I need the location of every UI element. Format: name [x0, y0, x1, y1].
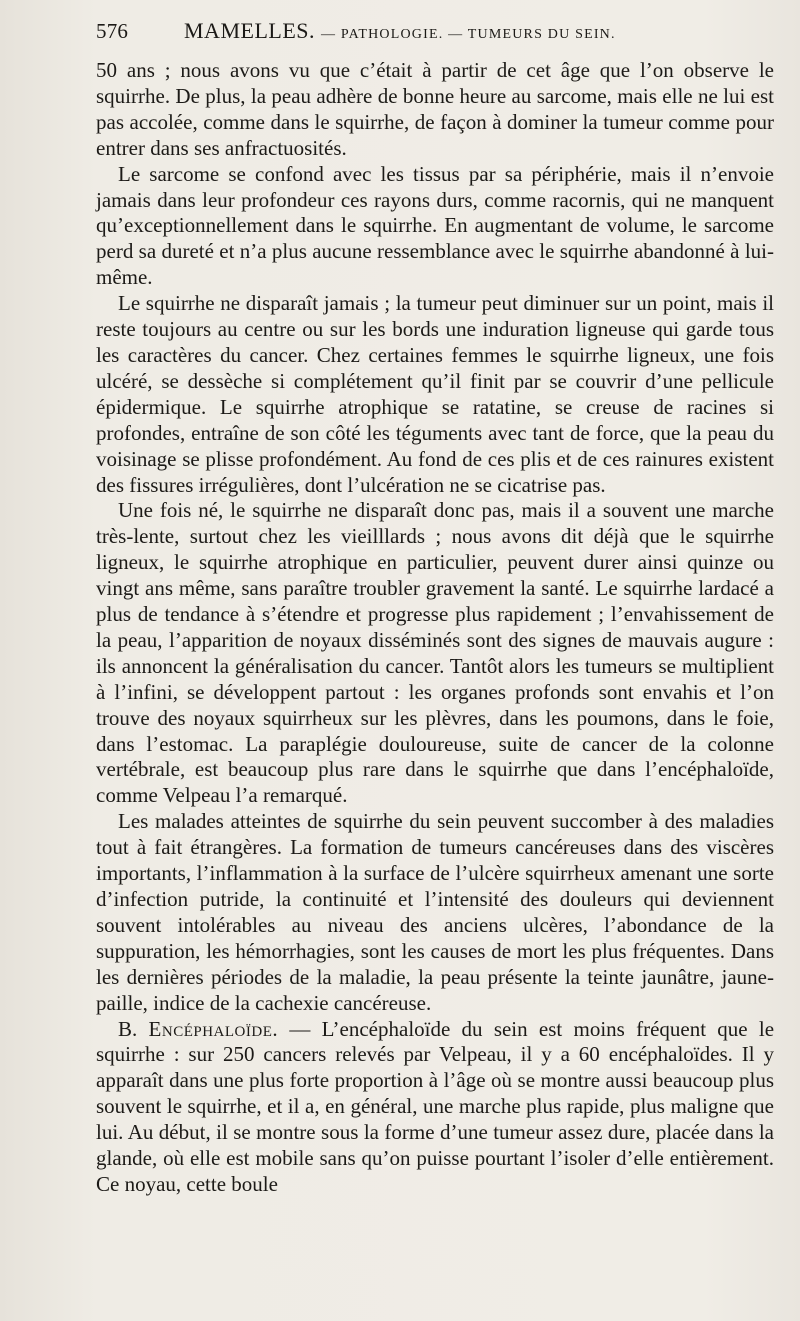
- header-subtitle: — PATHOLOGIE. — TUMEURS DU SEIN.: [321, 27, 616, 42]
- header-title: MAMELLES.: [184, 18, 315, 43]
- paragraph-3: Le squirrhe ne disparaît jamais ; la tumeur peut diminuer sur un point, mais il reste toujours au centre ou sur les bords une induration ligneuse qui garde tous les caractères du cancer. Chez certaines femmes le squirrhe ligneux, une fois ulcéré, se dessèche si complétement qu’il finit par se couvrir d’une pellicule épidermique. Le squirrhe atrophique se ratatine, se creuse de racines si profondes, entraîne de son côté les téguments avec tant de force, que la peau du voisinage se plisse profondément. Au fond de ces plis et de ces rainures existent des fissures irrégulières, dont l’ulcération ne se cicatrise pas.: [96, 291, 774, 497]
- paragraph-1: 50 ans ; nous avons vu que c’était à partir de cet âge que l’on observe le squirrhe. De plus, la peau adhère de bonne heure au sarcome, mais elle ne lui est pas accolée, comme dans le squirrhe, de façon à dominer la tumeur comme pour entrer dans ses anfractuosités.: [96, 58, 774, 160]
- section-b-dash: —: [289, 1016, 311, 1041]
- section-b-heading: Encéphaloïde.: [148, 1016, 279, 1041]
- paragraph-2: Le sarcome se confond avec les tissus par sa périphérie, mais il n’envoie jamais dans leur profondeur ces rayons durs, comme racornis, qui ne manquent qu’exceptionnellement dans le squirrhe. En augmentant de volume, le sarcome perd sa dureté et n’a plus aucune ressemblance avec le squirrhe abandonné à lui-même.: [96, 161, 774, 290]
- running-header: [96, 18, 774, 52]
- section-b-label: B.: [118, 1016, 138, 1041]
- page-number: 576: [96, 19, 129, 43]
- body-text: [96, 58, 774, 1198]
- paragraph-5: Les malades atteintes de squirrhe du sein peuvent succomber à des maladies tout à fait étrangères. La formation de tumeurs cancéreuses dans des viscères importants, l’inflammation à la surface de l’ulcère squirrheux amenant une sorte d’infection putride, la continuité et l’intensité des douleurs qui deviennent souvent intolérables au niveau des anciens ulcères, l’abondance de la suppuration, les hémorrhagies, sont les causes de mort les plus fréquentes. Dans les dernières périodes de la maladie, la peau présente la teinte jaunâtre, jaune-paille, indice de la cachexie cancéreuse.: [96, 809, 774, 1015]
- paragraph-4: Une fois né, le squirrhe ne disparaît donc pas, mais il a souvent une marche très-lente, surtout chez les vieilllards ; nous avons dit déjà que le squirrhe ligneux, le squirrhe atrophique en particulier, peuvent durer ainsi quinze ou vingt ans même, sans paraître troubler gravement la santé. Le squirrhe lardacé a plus de tendance à s’étendre et progresse plus rapidement ; l’envahissement de la peau, l’apparition de noyaux disséminés sont des signes de mauvais augure : ils annoncent la généralisation du cancer. Tantôt alors les tumeurs se multiplient à l’infini, se développent partout : les organes profonds sont envahis et l’on trouve des noyaux squirrheux sur les plèvres, dans les poumons, dans le foie, dans l’estomac. La paraplégie douloureuse, suite de cancer de la colonne vertébrale, est beaucoup plus rare dans le squirrhe que dans l’encéphaloïde, comme Velpeau l’a remarqué.: [96, 498, 774, 808]
- section-b-paragraph: [96, 1017, 774, 1198]
- section-b-text: L’encéphaloïde du sein est moins fréquent que le squirrhe : sur 250 cancers relevés par Velpeau, il y a 60 encéphaloïdes. Il y apparaît dans une plus forte proportion à l’âge où se montre aussi beaucoup plus souvent le squirrhe, et il a, en général, une marche plus rapide, plus maligne que lui. Au début, il se montre sous la forme d’une tumeur assez dure, placée dans la glande, où elle est mobile sans qu’on puisse pourtant l’isoler d’elle entièrement. Ce noyau, cette boule: [96, 1016, 775, 1196]
